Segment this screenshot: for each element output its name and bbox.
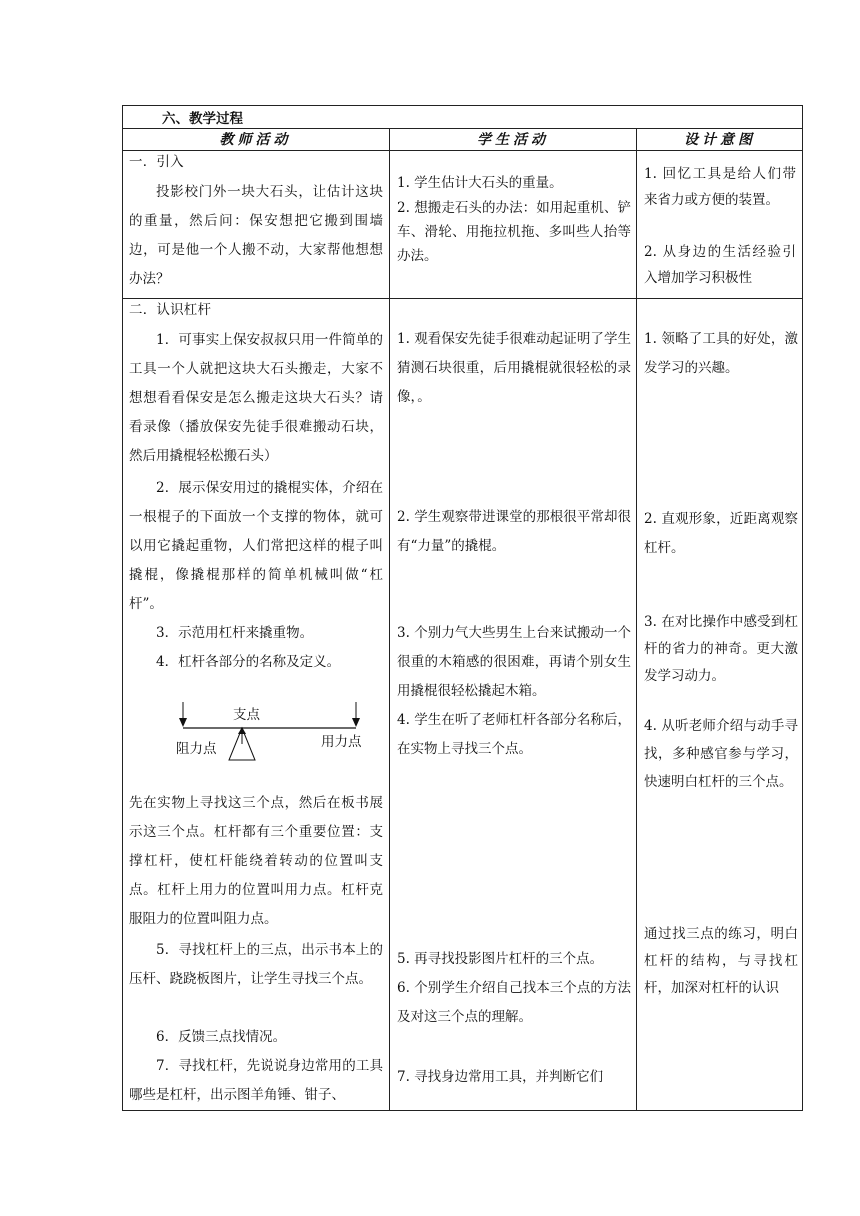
lever-heading: 二．认识杠杆 <box>129 302 212 318</box>
teacher-para-2: 2．展示保安用过的撬棍实体，介绍在一根棍子的下面放一个支撑的物体，就可以用它撬起重物，人们常把这样的棍子叫撬棍，像撬棍那样的简单机械叫做“杠杆”。 <box>129 480 383 612</box>
teacher-para-1: 1．可事实上保安叔叔只用一件简单的工具一个人就把这块大石头搬走，大家不想想看看保安是怎么搬走这块大石头？请看录像（播放保安先徒手很难搬动石块，然后用撬棍轻松搬石头） <box>129 332 383 464</box>
teacher-para-7: 7．寻找杠杆，先说说身边常用的工具哪些是杠杆，出示图羊角锤、钳子、 <box>129 1058 383 1103</box>
teacher-para-3: 3．示范用杠杆来撬重物。 <box>156 625 314 641</box>
header-design: 设计意图 <box>684 132 756 148</box>
table-rule <box>122 298 803 299</box>
effort-label: 用力点 <box>321 734 362 750</box>
column-divider <box>636 128 637 1111</box>
effort-arrowhead <box>352 718 360 727</box>
student-item: 1. 观看保安先徒手很难动起证明了学生猜测石块很重，后用撬棍就很轻松的录像，。 <box>397 331 631 405</box>
header-student: 学生活动 <box>477 132 549 148</box>
design-item: 4. 从听老师介绍与动手寻找，多种感官参与学习，快速明白杠杆的三个点。 <box>644 718 798 790</box>
design-item: 1. 领略了工具的好处，激发学习的兴趣。 <box>644 331 798 376</box>
teacher-definition: 先在实物上寻找这三个点，然后在板书展示这三个点。杠杆都有三个重要位置：支撑杠杆，使杠杆能绕着转动的位置叫支点。杠杆上用力的位置叫用力点。杠杆克服阻力的位置叫阻力点。 <box>129 795 383 927</box>
intro-heading: 一．引入 <box>129 154 184 170</box>
student-item: 7. 寻找身边常用工具，并判断它们 <box>397 1069 604 1085</box>
design-item: 2. 从身边的生活经验引入增加学习积极性 <box>644 244 796 286</box>
teacher-para-5: 5．寻找杠杆上的三点，出示书本上的压杆、跷跷板图片，让学生寻找三个点。 <box>129 942 383 987</box>
design-item: 1. 回忆工具是给人们带来省力或方便的装置。 <box>644 166 796 208</box>
design-item: 通过找三点的练习，明白杠杆的结构，与寻找杠杆，加深对杠杆的认识 <box>644 926 798 996</box>
design-item: 2. 直观形象，近距离观察杠杆。 <box>644 511 798 556</box>
column-divider <box>389 128 390 1111</box>
intro-text: 投影校门外一块大石头，让估计这块的重量，然后问：保安想把它搬到围墙边，可是他一个人搬不动，大家帮他想想办法？ <box>129 184 383 287</box>
fulcrum-label: 支点 <box>233 707 260 723</box>
design-item: 3. 在对比操作中感受到杠杆的省力的神奇。更大激发学习动力。 <box>644 614 798 684</box>
teacher-para-6: 6．反馈三点找情况。 <box>156 1029 287 1045</box>
header-teacher: 教师活动 <box>219 132 292 148</box>
resistance-arrowhead <box>179 718 187 727</box>
resistance-label: 阻力点 <box>176 741 217 757</box>
student-item: 1. 学生估计大石头的重量。 <box>397 175 563 191</box>
section-title: 六、教学过程 <box>162 111 243 127</box>
student-item: 3. 个别力气大些男生上台来试搬动一个很重的木箱感的很困难，再请个别女生用撬棍很轻松撬起木箱。 <box>397 625 631 699</box>
student-item: 2. 学生观察带进课堂的那根很平常却很有“力量”的撬棍。 <box>397 509 631 554</box>
student-item: 2. 想搬走石头的办法：如用起重机、铲车、滑轮、用拖拉机拖、多叫些人抬等办法。 <box>397 200 631 264</box>
student-item: 5. 再寻找投影图片杠杆的三个点。 <box>397 951 604 967</box>
student-item: 4. 学生在听了老师杠杆各部分名称后，在实物上寻找三个点。 <box>397 712 631 757</box>
table-rule <box>122 150 803 151</box>
student-item: 6. 个别学生介绍自己找本三个点的方法及对这三个点的理解。 <box>397 980 631 1025</box>
teacher-para-4: 4．杠杆各部分的名称及定义。 <box>156 654 341 670</box>
